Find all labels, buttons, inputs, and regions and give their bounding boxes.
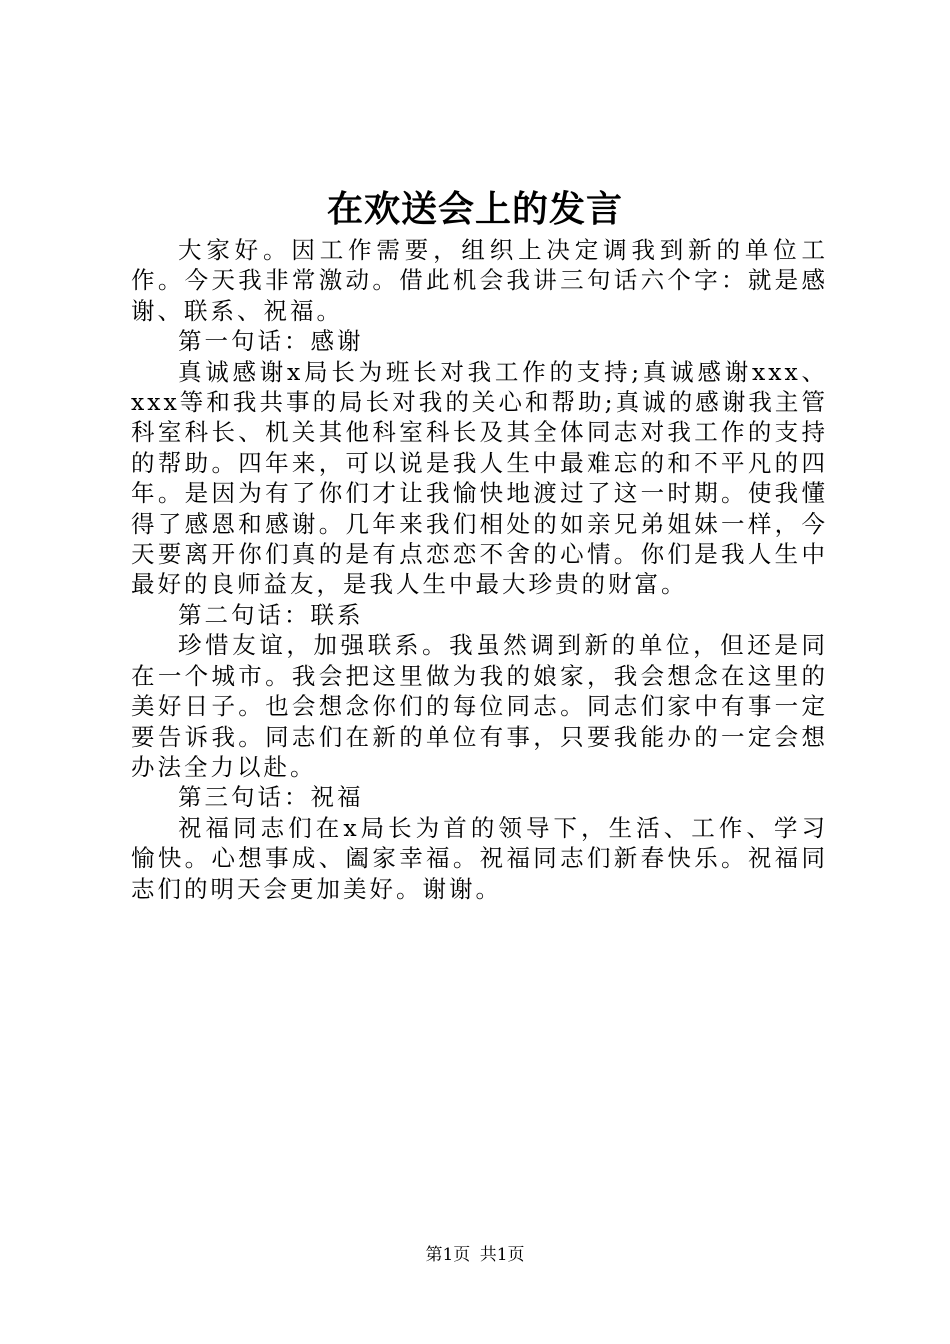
paragraph-intro: 大家好。因工作需要，组织上决定调我到新的单位工作。今天我非常激动。借此机会我讲三句话六个字：就是感谢、联系、祝福。 (131, 236, 828, 325)
paragraph-thanks: 真诚感谢x局长为班长对我工作的支持;真诚感谢xxx、xxx等和我共事的局长对我的关心和帮助;真诚的感谢我主管科室科长、机关其他科室科长及其全体同志对我工作的支持的帮助。四年来，可以说是我人生中最难忘的和不平凡的四年。是因为有了你们才让我愉快地渡过了这一时期。使我懂得了感恩和感谢。几年来我们相处的如亲兄弟姐妹一样，今天要离开你们真的是有点恋恋不舍的心情。你们是我人生中最好的良师益友，是我人生中最大珍贵的财富。 (131, 357, 828, 599)
document-title: 在欢送会上的发言 (326, 188, 623, 230)
paragraph-blessing: 祝福同志们在x局长为首的领导下，生活、工作、学习愉快。心想事成、阖家幸福。祝福同志们新春快乐。祝福同志们的明天会更加美好。谢谢。 (131, 813, 828, 903)
paragraph-contact: 珍惜友谊，加强联系。我虽然调到新的单位，但还是同在一个城市。我会把这里做为我的娘家，我会想念在这里的美好日子。也会想念你们的每位同志。同志们家中有事一定要告诉我。同志们在新的单位有事，只要我能办的一定会想办法全力以赴。 (131, 631, 828, 781)
page-number-footer: 第1页 共1页 (425, 1245, 525, 1265)
document-body (131, 235, 828, 904)
section-heading-thanks: 第一句话：感谢 (178, 327, 364, 356)
section-heading-blessing: 第三句话：祝福 (178, 783, 364, 812)
section-heading-contact: 第二句话：联系 (178, 600, 364, 629)
